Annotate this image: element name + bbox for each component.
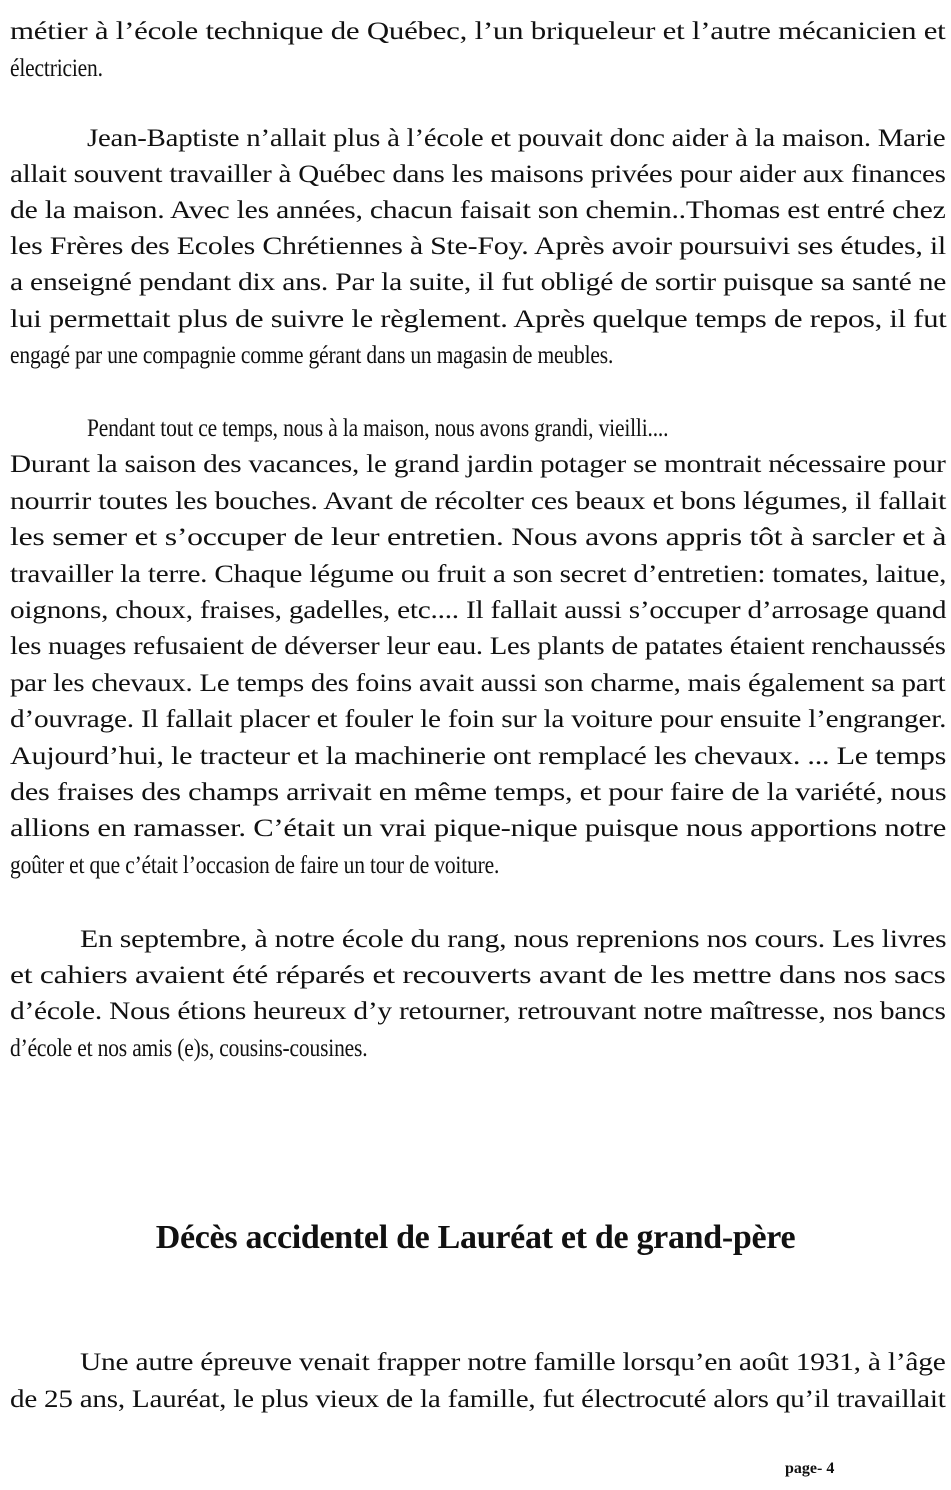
paragraph-2-line-5: a enseigné pendant dix ans. Par la suite, il fut obligé de sortir puisque sa santé ne — [10, 269, 947, 296]
paragraph-3-line-10: Aujourd’hui, le tracteur et la machinerie ont remplacé les chevaux. ... Le temps — [10, 743, 947, 770]
paragraph-3-line-4: les semer et s’occuper de leur entretien. Nous avons appris tôt à sarcler et à — [10, 524, 947, 551]
paragraph-3-line-9: d’ouvrage. Il fallait placer et fouler le foin sur la voiture pour ensuite l’engranger. — [10, 706, 947, 733]
paragraph-4-line-2: et cahiers avaient été réparés et recouverts avant de les mettre dans nos sacs — [10, 962, 946, 989]
paragraph-3-line-3: nourrir toutes les bouches. Avant de récolter ces beaux et bons légumes, il fallait — [10, 488, 947, 515]
paragraph-4-line-1: En septembre, à notre école du rang, nous reprenions nos cours. Les livres — [80, 926, 947, 953]
section-heading: Décès accidentel de Lauréat et de grand-père — [155, 1219, 796, 1256]
paragraph-3-line-6: oignons, choux, fraises, gadelles, etc.... Il fallait aussi s’occuper d’arrosage quand — [10, 597, 947, 624]
paragraph-3-line-1: Pendant tout ce temps, nous à la maison, nous avons grandi, vieilli.... — [87, 415, 669, 442]
section-paragraph-line-2: de 25 ans, Lauréat, le plus vieux de la famille, fut électrocuté alors qu’il travaillait — [10, 1386, 946, 1413]
paragraph-3-line-7: les nuages refusaient de déverser leur eau. Les plants de patates étaient renchaussés — [10, 633, 946, 660]
paragraph-2-line-4: les Frères des Ecoles Chrétiennes à Ste-Foy. Après avoir poursuivi ses études, il — [10, 233, 947, 260]
page-number: page- 4 — [785, 1460, 835, 1477]
paragraph-1-line-2: électricien. — [10, 55, 103, 82]
paragraph-1-line-1: métier à l’école technique de Québec, l’un briqueleur et l’autre mécanicien et — [10, 18, 946, 45]
paragraph-2-line-6: lui permettait plus de suivre le règlement. Après quelque temps de repos, il fut — [10, 306, 947, 333]
paragraph-2-line-3: de la maison. Avec les années, chacun faisait son chemin..Thomas est entré chez — [10, 197, 946, 224]
paragraph-3-line-11: des fraises des champs arrivait en même temps, et pour faire de la variété, nous — [10, 779, 947, 806]
paragraph-2-line-7: engagé par une compagnie comme gérant dans un magasin de meubles. — [10, 342, 614, 369]
paragraph-3-line-2: Durant la saison des vacances, le grand jardin potager se montrait nécessaire pour — [10, 451, 946, 478]
paragraph-4-line-3: d’école. Nous étions heureux d’y retourner, retrouvant notre maîtresse, nos bancs — [10, 998, 946, 1025]
paragraph-3-line-5: travailler la terre. Chaque légume ou fruit a son secret d’entretien: tomates, laitue, — [10, 561, 947, 588]
paragraph-3-line-13: goûter et que c’était l’occasion de faire un tour de voiture. — [10, 852, 500, 879]
paragraph-2-line-2: allait souvent travailler à Québec dans les maisons privées pour aider aux finances — [10, 161, 946, 188]
paragraph-4-line-4: d’école et nos amis (e)s, cousins-cousines. — [10, 1035, 368, 1062]
paragraph-3-line-12: allions en ramasser. C’était un vrai pique-nique puisque nous apportions notre — [10, 815, 947, 842]
paragraph-3-line-8: par les chevaux. Le temps des foins avait aussi son charme, mais également sa part — [10, 670, 946, 697]
paragraph-2-line-1: Jean-Baptiste n’allait plus à l’école et pouvait donc aider à la maison. Marie — [87, 125, 946, 152]
section-paragraph-line-1: Une autre épreuve venait frapper notre famille lorsqu’en août 1931, à l’âge — [80, 1349, 946, 1376]
